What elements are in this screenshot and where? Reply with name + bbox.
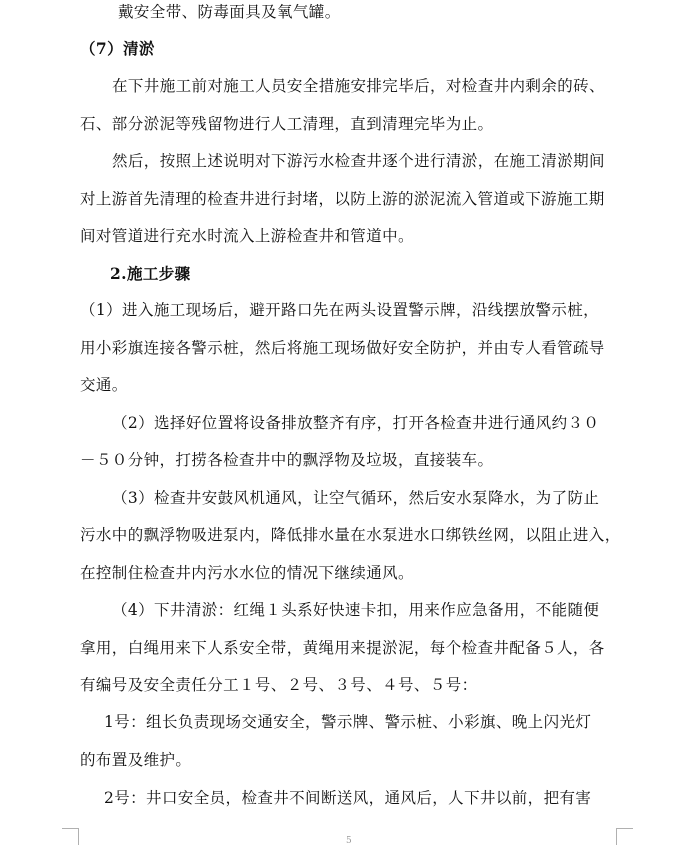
text-line: （3）检查井安鼓风机通风，让空气循环，然后安水泵降水，为了防止 xyxy=(112,489,600,507)
text-line: 用小彩旗连接各警示桩，然后将施工现场做好安全防护，并由专人看管疏导 xyxy=(80,339,605,357)
text-line: 2号：井口安全员，检查井不间断送风，通风后，人下井以前，把有害 xyxy=(104,789,592,807)
section-heading: 2.施工步骤 xyxy=(110,264,191,283)
text-line: （1）进入施工现场后，避开路口先在两头设置警示牌，沿线摆放警示桩， xyxy=(80,301,600,319)
text-line: 石、部分淤泥等残留物进行人工清理，直到清理完毕为止。 xyxy=(80,115,494,133)
page-number: 5 xyxy=(346,836,352,846)
text-line: （2）选择好位置将设备排放整齐有序，打开各检查井进行通风约３０ xyxy=(112,414,600,432)
text-line: 在控制住检查井内污水水位的情况下继续通风。 xyxy=(80,564,414,582)
section-heading: （7）清淤 xyxy=(80,39,155,58)
text-line: 间对管道进行充水时流入上游检查井和管道中。 xyxy=(80,227,414,245)
text-line: 对上游首先清理的检查井进行封堵，以防上游的淤泥流入管道或下游施工期 xyxy=(80,190,605,208)
text-line: －５０分钟，打捞各检查井中的飘浮物及垃圾，直接装车。 xyxy=(80,451,494,469)
text-line: 1号：组长负责现场交通安全，警示牌、警示桩、小彩旗、晚上闪光灯 xyxy=(104,713,592,731)
text-line: 交通。 xyxy=(80,376,128,394)
text-line: 污水中的飘浮物吸进泵内，降低排水量在水泵进水口绑铁丝网，以阻止进入， xyxy=(80,526,621,544)
text-line: 戴安全带、防毒面具及氧气罐。 xyxy=(118,3,341,21)
text-line: 在下井施工前对施工人员安全措施安排完毕后，对检查井内剩余的砖、 xyxy=(112,77,605,95)
text-line: （4）下井清淤：红绳１头系好快速卡扣，用来作应急备用，不能随便 xyxy=(112,601,600,619)
margin-corner-mark xyxy=(62,828,79,845)
text-line: 有编号及安全责任分工１号、２号、３号、４号、５号： xyxy=(80,676,478,694)
text-line: 的布置及维护。 xyxy=(80,751,192,769)
margin-corner-mark xyxy=(616,828,633,845)
text-line: 拿用，白绳用来下人系安全带，黄绳用来提淤泥，每个检查井配备５人，各 xyxy=(80,639,605,657)
text-line: 然后，按照上述说明对下游污水检查井逐个进行清淤，在施工清淤期间 xyxy=(112,152,605,170)
